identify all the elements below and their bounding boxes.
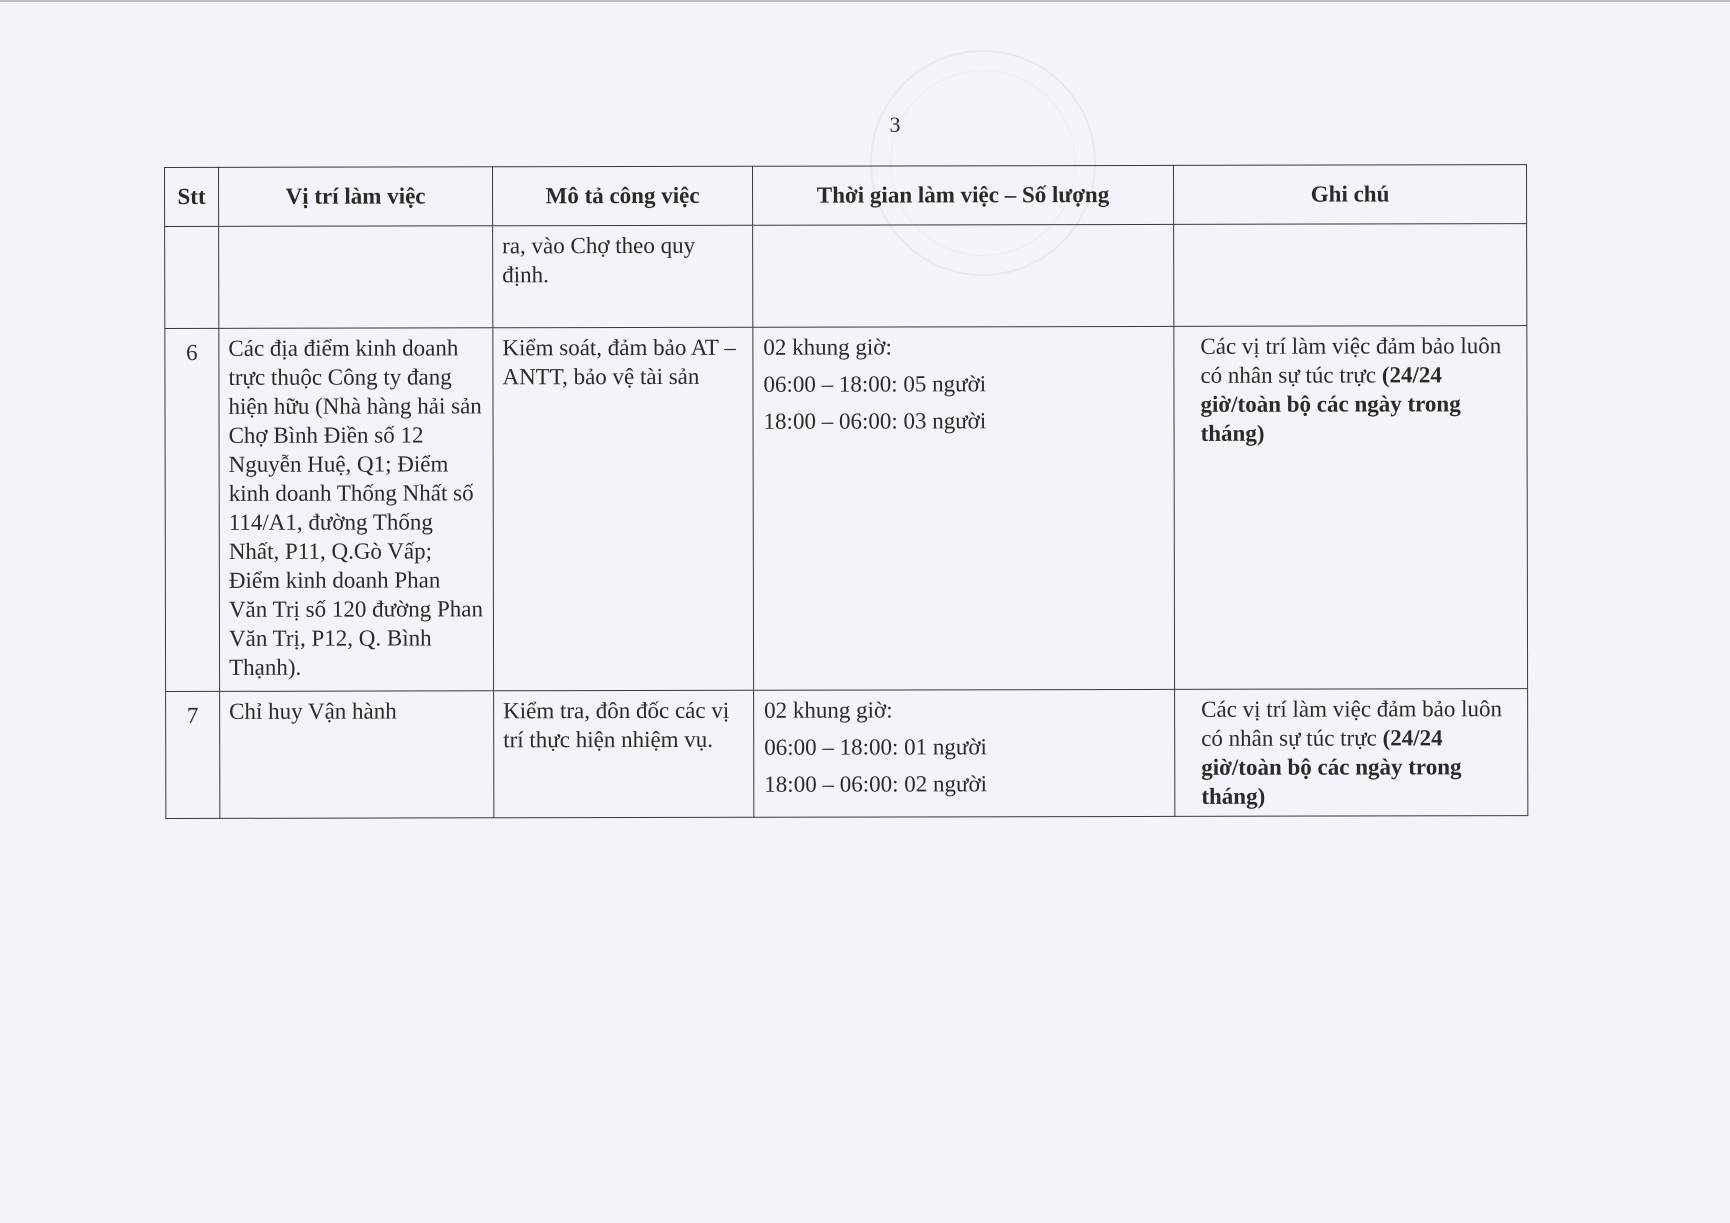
time-slot-night: 18:00 – 06:00: 03 người bbox=[763, 408, 987, 434]
header-time-quantity: Thời gian làm việc – Số lượng bbox=[752, 165, 1173, 225]
cell-description: Kiểm tra, đôn đốc các vị trí thực hiện nhiệm vụ. bbox=[494, 690, 754, 817]
cell-description: Kiểm soát, đảm bảo AT –ANTT, bảo vệ tài sản bbox=[493, 327, 754, 691]
cell-position: Chỉ huy Vận hành bbox=[220, 691, 494, 818]
cell-time-quantity bbox=[754, 689, 1175, 817]
time-slots-title: 02 khung giờ: bbox=[764, 697, 893, 723]
note-text: Các vị trí làm việc đảm bảo luôn có nhân sự túc trực bbox=[1200, 333, 1502, 388]
time-slot-day: 06:00 – 18:00: 01 người bbox=[764, 734, 987, 760]
cell-note bbox=[1175, 689, 1528, 817]
cell-position bbox=[219, 226, 493, 329]
page-number: 3 bbox=[889, 112, 901, 137]
cell-stt: 7 bbox=[166, 691, 220, 818]
cell-description: ra, vào Chợ theo quy định. bbox=[493, 225, 753, 328]
table-header-row bbox=[165, 165, 1527, 227]
cell-stt bbox=[165, 226, 219, 328]
cell-stt: 6 bbox=[165, 328, 220, 691]
note-bold-text: (24/24 giờ/toàn bộ các ngày trong tháng) bbox=[1200, 362, 1461, 446]
table-row bbox=[166, 689, 1528, 819]
cell-note bbox=[1174, 326, 1528, 690]
scan-edge bbox=[0, 0, 1730, 2]
table-row bbox=[165, 326, 1528, 692]
cell-note bbox=[1174, 224, 1527, 327]
note-text: Các vị trí làm việc đảm bảo luôn có nhân sự túc trực bbox=[1201, 696, 1503, 751]
table-row bbox=[165, 224, 1527, 329]
time-slots-title: 02 khung giờ: bbox=[763, 334, 892, 360]
header-stt: Stt bbox=[165, 167, 219, 226]
header-position: Vị trí làm việc bbox=[219, 167, 493, 227]
note-bold-text: (24/24 giờ/toàn bộ các ngày trong tháng) bbox=[1201, 725, 1462, 809]
cell-time-quantity bbox=[753, 326, 1175, 690]
work-positions-table bbox=[164, 164, 1528, 819]
time-slot-night: 18:00 – 06:00: 02 người bbox=[764, 771, 988, 797]
cell-time-quantity bbox=[753, 224, 1174, 327]
cell-position: Các địa điểm kinh doanh trực thuộc Công ty đang hiện hữu (Nhà hàng hải sản Chợ Bình Điền số 12 Nguyễn Huệ, Q1; Điểm kinh doanh Thống Nhất số 114/A1, đường Thống Nhất, P11, Q.Gò Vấp; Điểm kinh doanh Phan Văn Trị số 120 đường Phan Văn Trị, P12, Q. Bình Thạnh). bbox=[219, 328, 494, 692]
time-slot-day: 06:00 – 18:00: 05 người bbox=[763, 371, 987, 397]
header-description: Mô tả công việc bbox=[493, 166, 753, 226]
header-note: Ghi chú bbox=[1173, 165, 1526, 225]
